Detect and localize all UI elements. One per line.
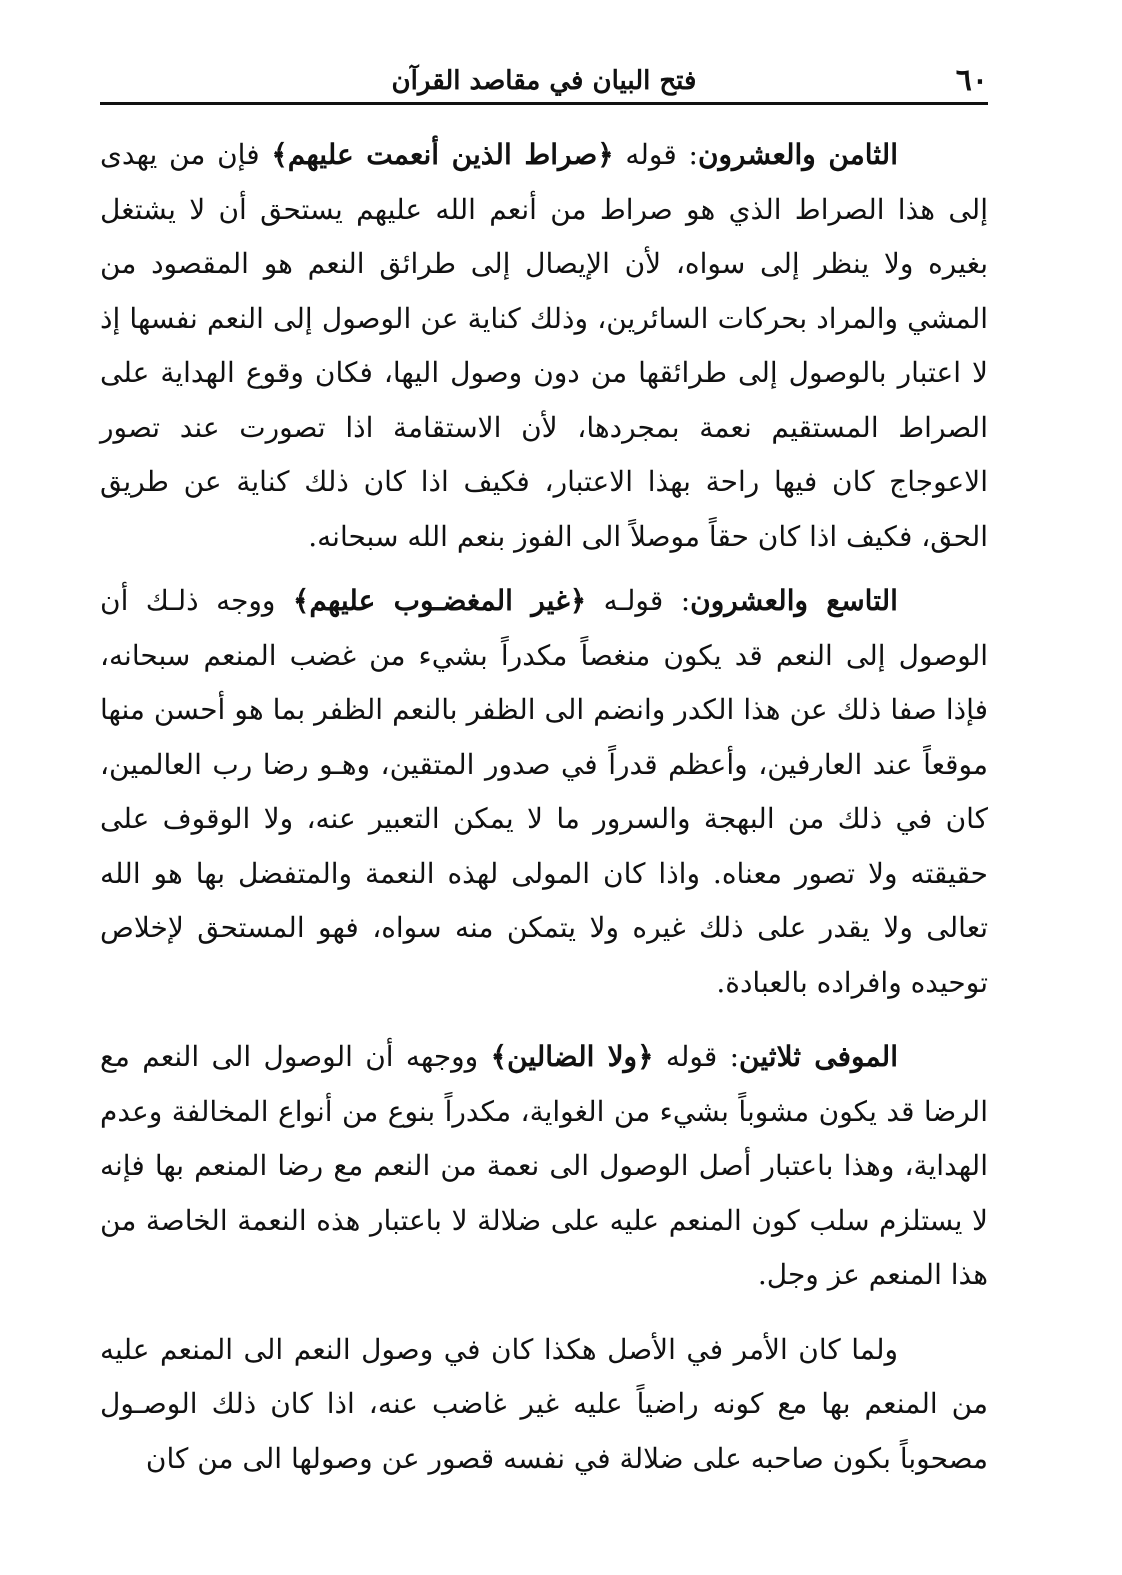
paragraph-29 [100, 574, 988, 1010]
page-number: ٦٠ [955, 63, 988, 98]
header-rule [100, 102, 988, 105]
quran-quote: ﴿صراط الذين أنعمت عليهم﴾ [271, 138, 614, 171]
paragraph-body: ولما كان الأمر في الأصل هكذا كان في وصول النعم الى المنعم عليه من المنعم بها مع كونه راضياً عليه غير غاضب عنه، اذا كان ذلك الوصـول مصحوباً بكون صاحبه على ضلالة في نفسه قصور عن وصولها الى من كان [100, 1332, 988, 1475]
body-text [100, 128, 988, 1486]
paragraph-body: فإن من يهدى إلى هذا الصراط الذي هو صراط من أنعم الله عليهم يستحق أن لا يشتغل بغيره ولا ينظر إلى سواه، لأن الإيصال إلى طرائق النعم هو المقصود من المشي والمراد بحركات السائرين، وذلك كناية عن الوصول إلى النعم نفسها إذ لا اعتبار بالوصول إلى طرائقها من دون وصول اليها، فكان وقوع الهداية على الصراط المستقيم نعمة بمجردها، لأن الاستقامة اذا تصورت عند تصور الاعوجاج كان فيها راحة بهذا الاعتبار، فكيف اذا كان ذلك كناية عن طريق الحق، فكيف اذا كان حقاً موصلاً الى الفوز بنعم الله سبحانه. [100, 138, 988, 553]
book-title: فتح البيان في مقاصد القرآن [391, 66, 697, 96]
section-term: الموفى ثلاثين [739, 1040, 898, 1073]
paragraph-lead: : قوله [613, 138, 698, 171]
paragraph-28 [100, 128, 988, 564]
quran-quote: ﴿غير المغضـوب عليهم﴾ [292, 584, 587, 617]
paragraph-lead: : قولـه [586, 584, 691, 617]
section-term: الثامن والعشرون [697, 138, 898, 171]
quran-quote: ﴿ولا الضالين﴾ [490, 1040, 654, 1073]
paragraph-30 [100, 1030, 988, 1303]
paragraph-body: ووجه ذلـك أن الوصول إلى النعم قد يكون منغصاً مكدراً بشيء من غضب المنعم سبحانه، فإذا صفا ذلك عن هذا الكدر وانضم الى الظفر بالنعم الظفر بما هو أحسن منها موقعاً عند العارفين، وأعظم قدراً في صدور المتقين، وهـو رضا رب العالمين، كان في ذلك من البهجة والسرور ما لا يمكن التعبير عنه، ولا الوقوف على حقيقته ولا تصور معناه. واذا كان المولى لهذه النعمة والمتفضل بها هو الله تعالى ولا يقدر على ذلك غيره ولا يتمكن منه سواه، فهو المستحق لإخلاص توحيده وافراده بالعبادة. [100, 584, 988, 999]
paragraph-body: ووجهه أن الوصول الى النعم مع الرضا قد يكون مشوباً بشيء من الغواية، مكدراً بنوع من أنواع المخالفة وعدم الهداية، وهذا باعتبار أصل الوصول الى نعمة من النعم مع رضا المنعم بها فإنه لا يستلزم سلب كون المنعم عليه على ضلالة لا باعتبار هذه النعمة الخاصة من هذا المنعم عز وجل. [100, 1040, 988, 1291]
section-term: التاسع والعشرون [690, 584, 898, 617]
paragraph-continuation [100, 1323, 988, 1487]
running-header [100, 62, 988, 102]
paragraph-lead: : قوله [653, 1040, 740, 1073]
